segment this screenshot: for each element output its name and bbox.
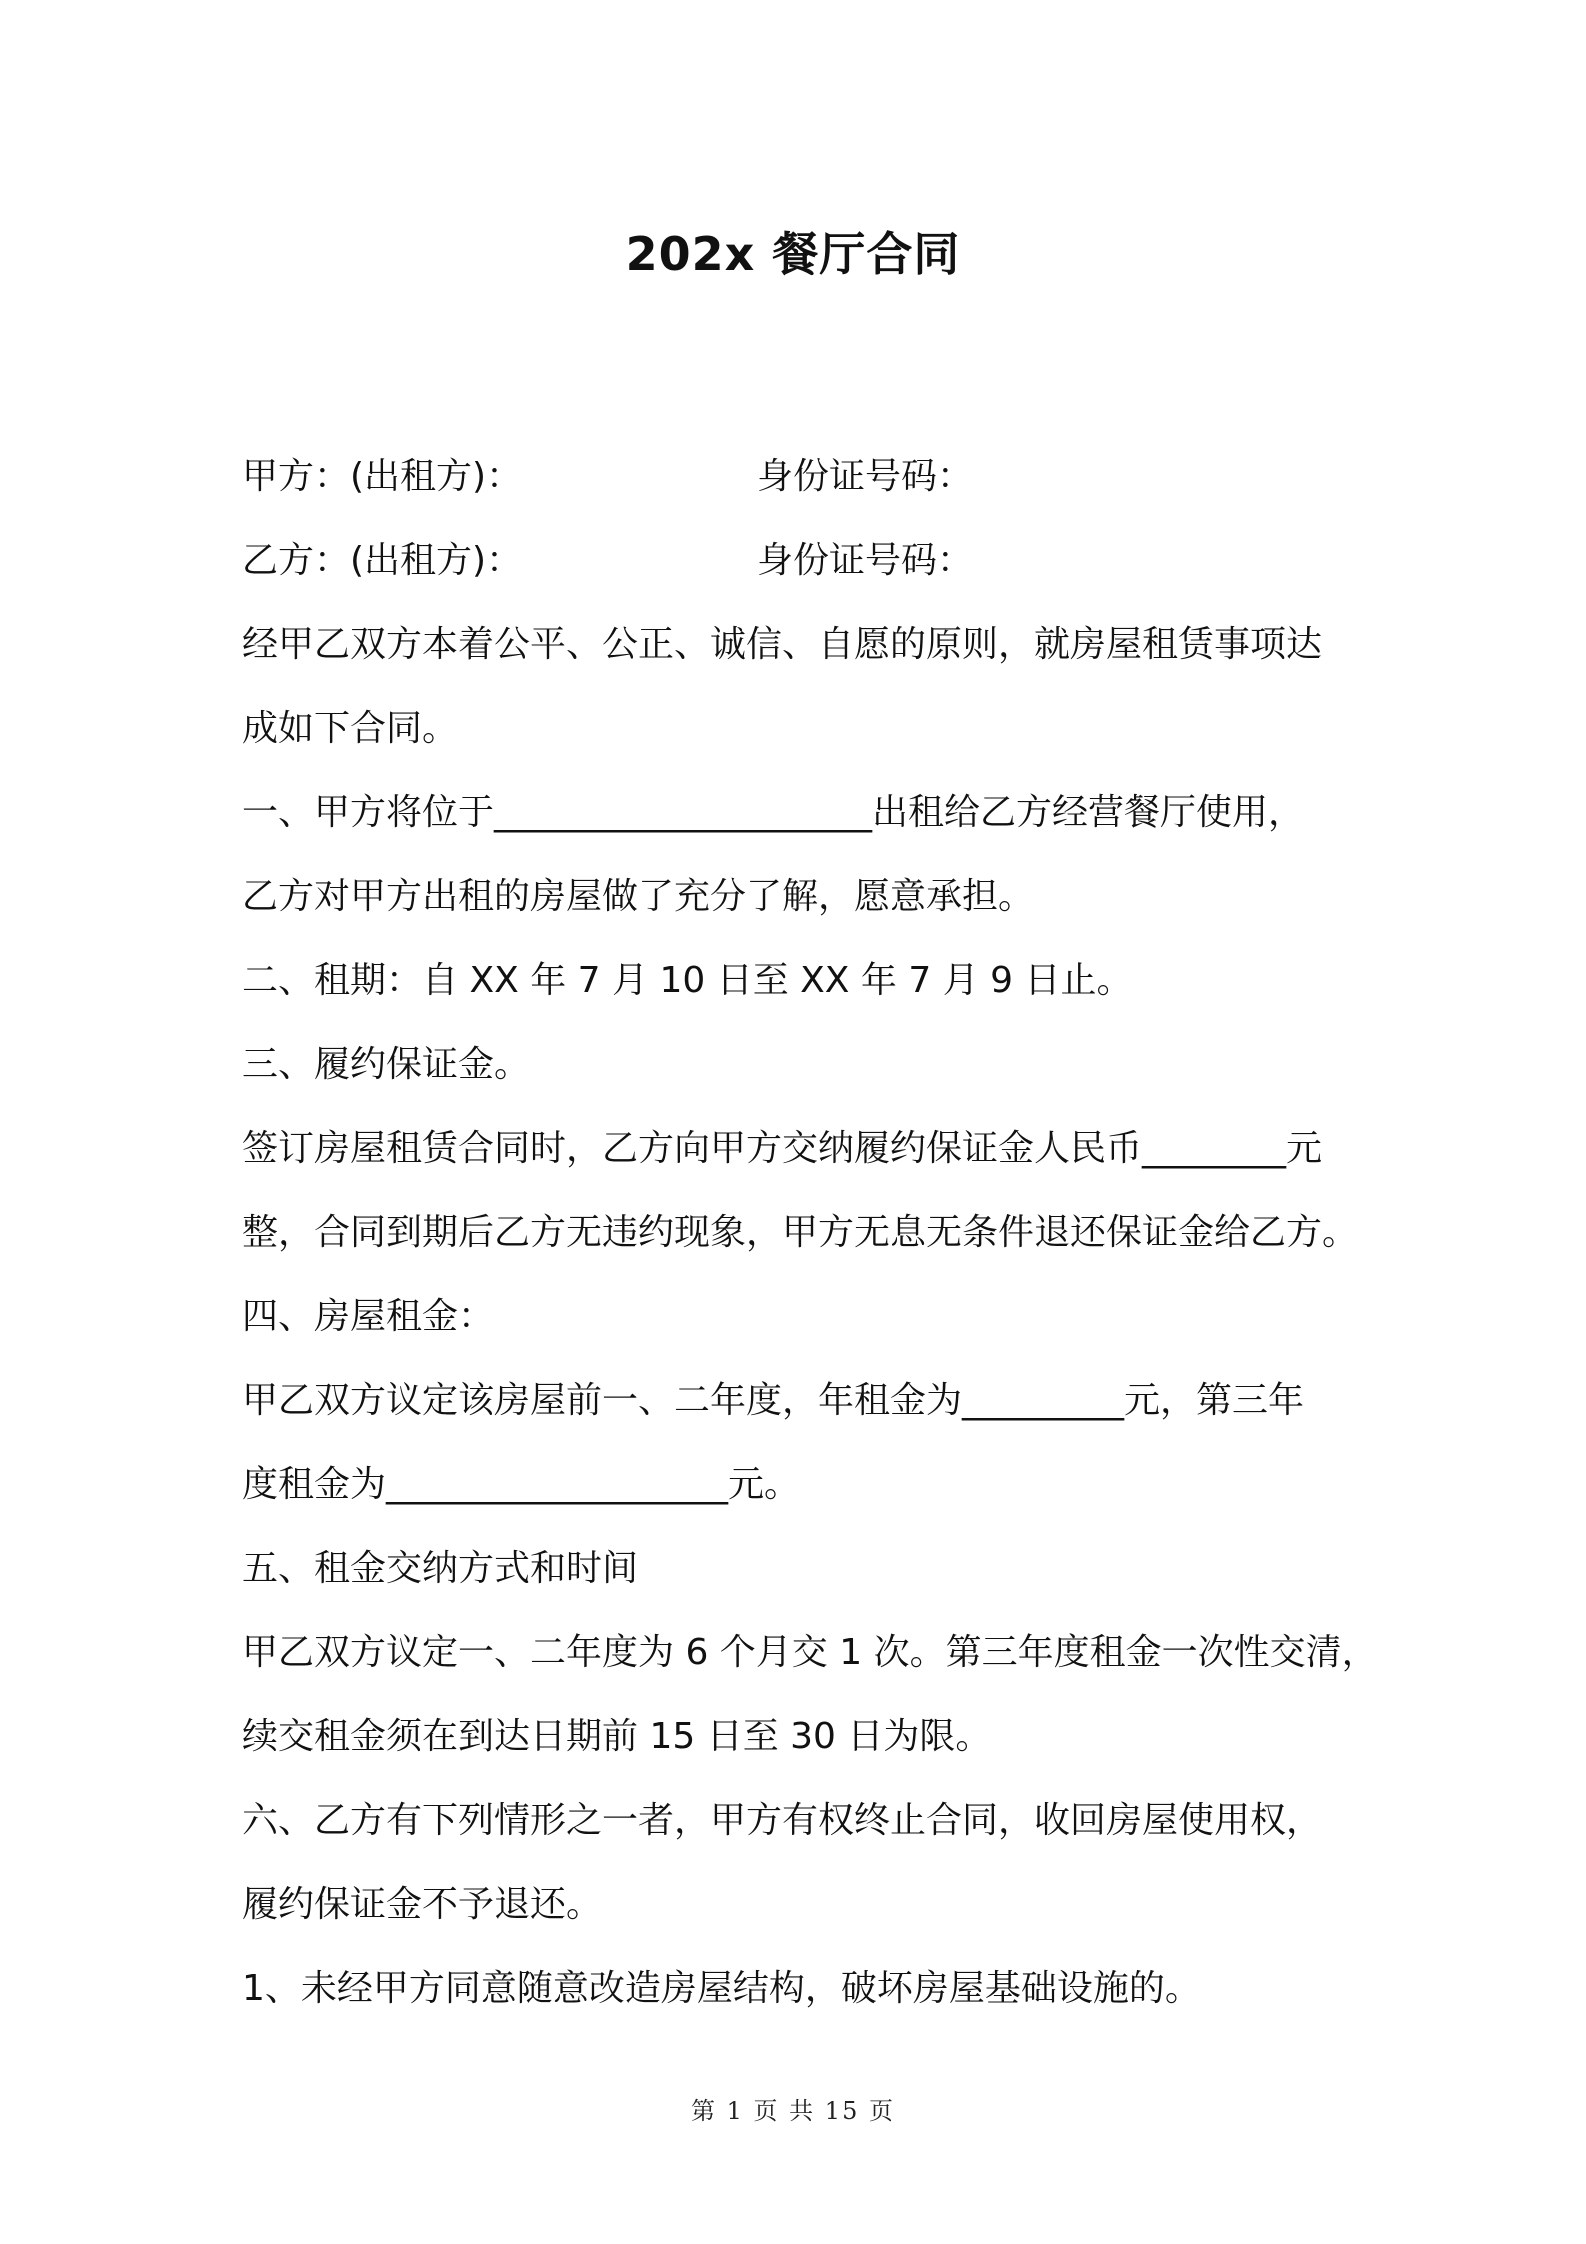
clause-5-line-1: 甲乙双方议定一、二年度为 6 个月交 1 次。第三年度租金一次性交清， — [242, 1632, 1378, 1673]
clause-6-line-1: 六、乙方有下列情形之一者，甲方有权终止合同，收回房屋使用权， — [242, 1800, 1323, 1841]
clause-5-heading: 五、租金交纳方式和时间 — [242, 1548, 639, 1589]
page-footer: 第 1 页 共 15 页 — [691, 2097, 895, 2125]
clause-4-line-1: 甲乙双方议定该房屋前一、二年度，年租金为_________元，第三年 — [242, 1380, 1305, 1421]
party-b-line — [242, 536, 1362, 586]
clause-3-line-2: 整，合同到期后乙方无违约现象，甲方无息无条件退还保证金给乙方。 — [242, 1212, 1359, 1253]
clause-6-line-2: 履约保证金不予退还。 — [242, 1884, 603, 1925]
clause-3-line-1: 签订房屋租赁合同时，乙方向甲方交纳履约保证金人民币________元 — [242, 1128, 1323, 1169]
clause-1-line-1: 一、甲方将位于_____________________出租给乙方经营餐厅使用， — [242, 792, 1305, 833]
intro-line-2: 成如下合同。 — [242, 708, 459, 749]
clause-5-line-2: 续交租金须在到达日期前 15 日至 30 日为限。 — [242, 1716, 992, 1757]
clause-3-heading: 三、履约保证金。 — [242, 1044, 531, 1085]
clause-1-line-2: 乙方对甲方出租的房屋做了充分了解，愿意承担。 — [242, 876, 1035, 917]
clause-4-heading: 四、房屋租金： — [242, 1296, 495, 1337]
party-b-label: 乙方：(出租方)： — [242, 540, 523, 581]
document-title: 202x 餐厅合同 — [625, 227, 961, 281]
party-a-label: 甲方：(出租方)： — [242, 456, 523, 497]
intro-line-1: 经甲乙双方本着公平、公正、诚信、自愿的原则，就房屋租赁事项达 — [242, 624, 1323, 665]
party-b-id-label: 身份证号码： — [757, 540, 974, 581]
clause-2-line: 二、租期：自 XX 年 7 月 10 日至 XX 年 7 月 9 日止。 — [242, 960, 1133, 1001]
clause-6-item-1: 1、未经甲方同意随意改造房屋结构，破坏房屋基础设施的。 — [242, 1968, 1201, 2009]
party-a-line — [242, 452, 1362, 502]
clause-4-line-2: 度租金为___________________元。 — [242, 1464, 801, 1505]
party-a-id-label: 身份证号码： — [757, 456, 974, 497]
